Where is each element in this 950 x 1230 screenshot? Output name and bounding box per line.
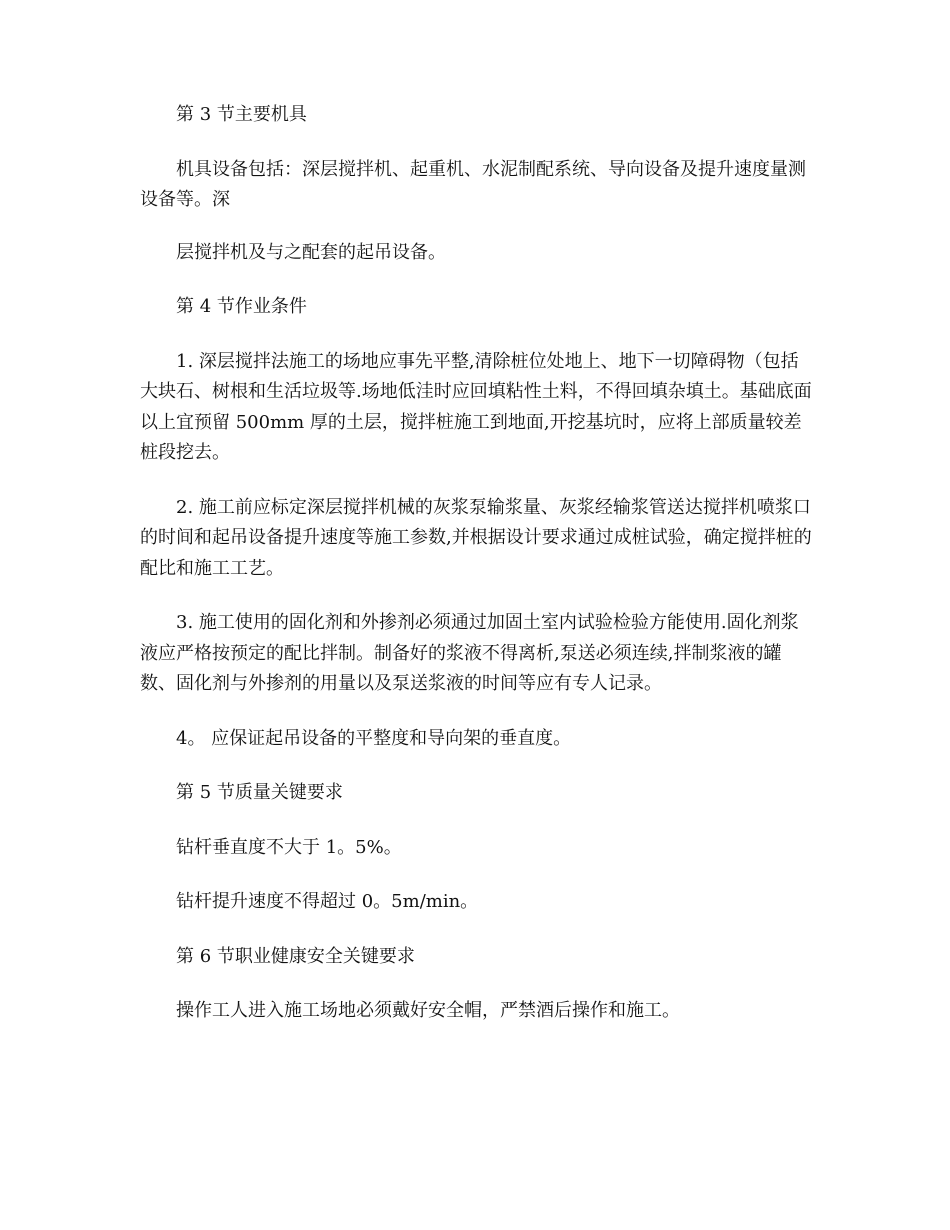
paragraph-equipment-continued: 层搅拌机及与之配套的起吊设备。 — [176, 241, 446, 263]
section-heading-6: 第 6 节职业健康安全关键要求 — [176, 945, 415, 967]
section-heading-5: 第 5 节质量关键要求 — [176, 782, 343, 803]
section-heading-4: 第 4 节作业条件 — [176, 296, 307, 317]
paragraph-condition-1: 1. 深层搅拌法施工的场地应事先平整,清除桩位处地上、地下一切障碍物（包括大块石、树根和生活垃圾等.场地低洼时应回填粘性土料，不得回填杂填土。基础底面以上宜预留 500mm 厚的土层，搅拌桩施工到地面,开挖基坑时，应将上部质量较差桩段挖去。 — [140, 350, 812, 463]
section-heading-3: 第 3 节主要机具 — [176, 104, 307, 125]
paragraph-equipment: 机具设备包括：深层搅拌机、起重机、水泥制配系统、导向设备及提升速度量测设备等。深 — [140, 158, 806, 210]
paragraph-quality-1: 钻杆垂直度不大于 1。5%。 — [176, 836, 402, 858]
paragraph-quality-2: 钻杆提升速度不得超过 0。5m/min。 — [176, 891, 479, 912]
paragraph-safety-1: 操作工人进入施工场地必须戴好安全帽，严禁酒后操作和施工。 — [176, 1000, 680, 1021]
paragraph-condition-2: 2. 施工前应标定深层搅拌机械的灰浆泵输浆量、灰浆经输浆管送达搅拌机喷浆口的时间和起吊设备提升速度等施工参数,并根据设计要求通过成桩试验，确定搅拌桩的配比和施工工艺。 — [140, 496, 812, 579]
paragraph-condition-3: 3. 施工使用的固化剂和外掺剂必须通过加固土室内试验检验方能使用.固化剂浆液应严格按预定的配比拌制。制备好的浆液不得离析,泵送必须连续,拌制浆液的罐数、固化剂与外掺剂的用量以及泵送浆液的时间等应有专人记录。 — [140, 612, 799, 694]
document-body — [140, 100, 815, 1051]
paragraph-condition-4: 4。 应保证起吊设备的平整度和导向架的垂直度。 — [176, 727, 572, 749]
